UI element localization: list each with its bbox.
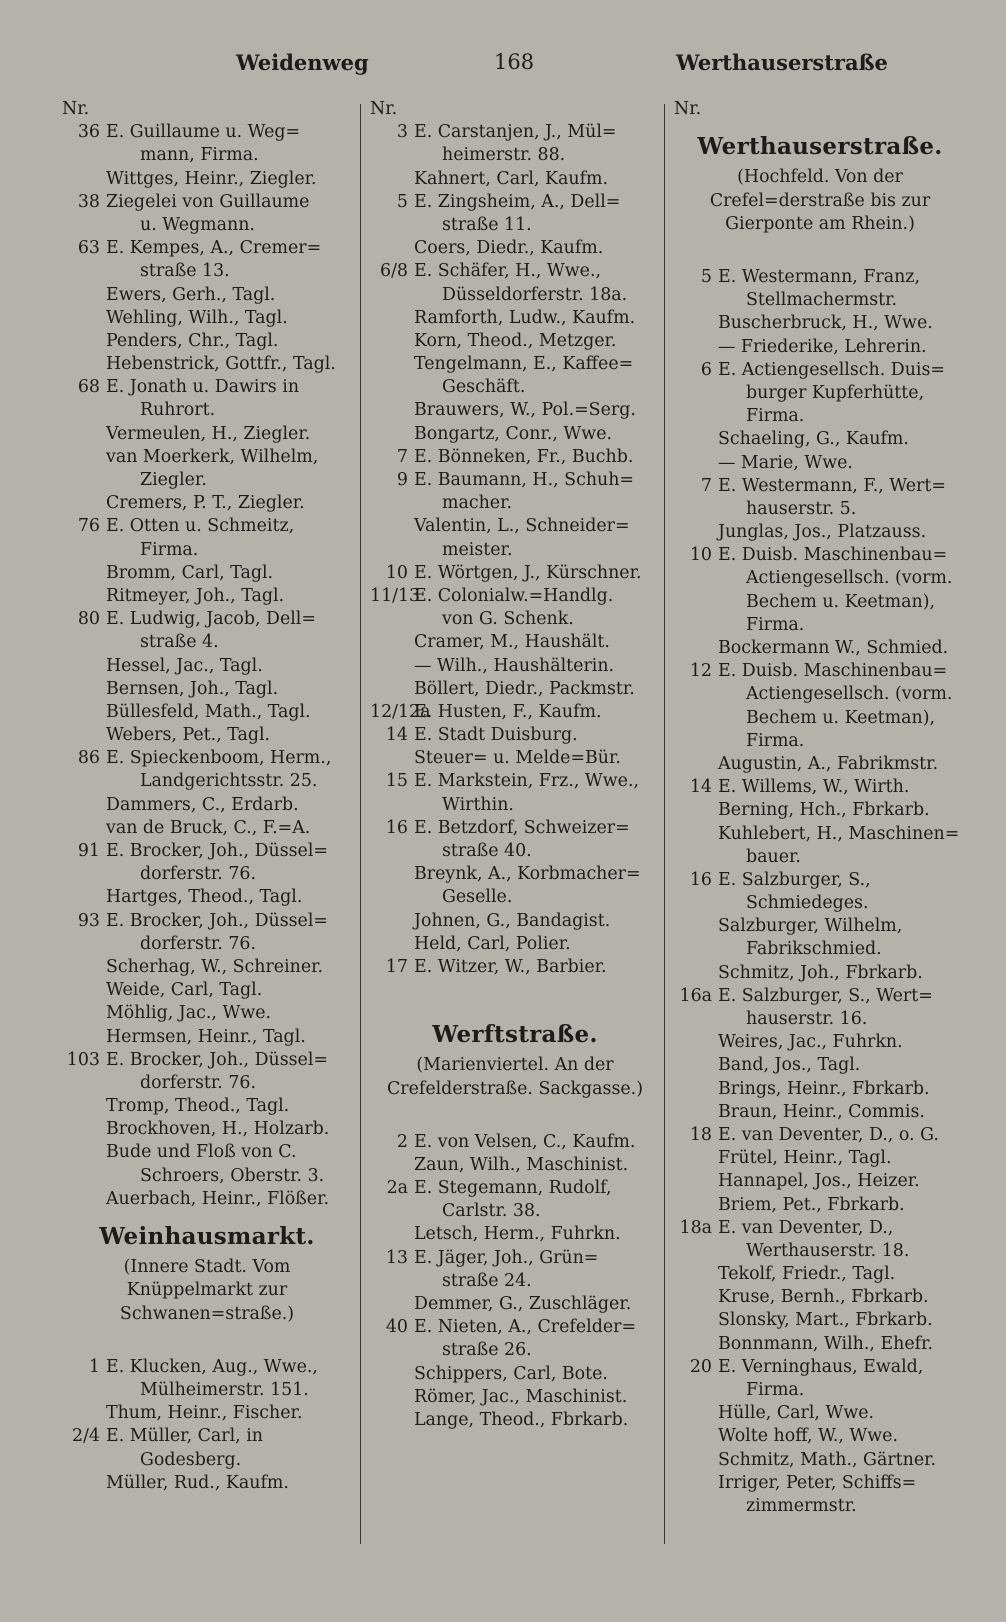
entry-text: E. Müller, Carl, in — [106, 1426, 263, 1447]
resident-entry: Letsch, Herm., Fuhrkn. — [414, 1224, 621, 1245]
house-number: 7 — [700, 475, 712, 496]
street-description: (Marienviertel. An der Crefelderstraße. Sackgasse.) — [386, 1055, 643, 1099]
entry-continuation: meister. — [442, 539, 513, 560]
number-column-label: Nr. — [370, 99, 398, 119]
house-number: 9 — [396, 470, 408, 490]
house-number: 16a — [679, 985, 712, 1006]
resident-entry: Bockermann W., Schmied. — [718, 638, 949, 658]
entry-continuation: Schmiedeges. — [746, 893, 869, 914]
page-number: 168 — [494, 50, 535, 74]
entry-text: E. Verninghaus, Ewald, — [718, 1356, 924, 1377]
entry-continuation: Firma. — [746, 406, 805, 427]
entry-continuation: straße 13. — [140, 261, 230, 282]
entry-text: Ziegelei von Guillaume — [106, 191, 310, 212]
entry-continuation: bauer. — [746, 846, 801, 867]
house-entry — [62, 191, 352, 214]
house-entry — [370, 1177, 660, 1200]
resident-entry: Schmitz, Math., Gärtner. — [718, 1449, 937, 1470]
house-entry — [62, 1049, 352, 1072]
resident-entry: Brings, Heinr., Fbrkarb. — [718, 1078, 930, 1099]
entry-text: E. Kempes, A., Cremer= — [106, 238, 322, 259]
house-number: 3 — [396, 122, 408, 143]
resident-entry: Irriger, Peter, Schiffs= — [718, 1472, 917, 1493]
house-entry — [370, 956, 660, 979]
entry-continuation: Ziegler. — [140, 470, 207, 490]
house-entry — [370, 724, 660, 747]
entry-continuation: Actiengesellsch. (vorm. — [746, 684, 953, 705]
entry-text: E. Husten, F., Kaufm. — [414, 701, 602, 722]
resident-entry: Bernsen, Joh., Tagl. — [106, 678, 279, 699]
entry-text: E. Willems, W., Wirth. — [718, 777, 910, 798]
house-entry — [674, 266, 966, 289]
house-number: 15 — [385, 771, 408, 792]
resident-entry: Webers, Pet., Tagl. — [106, 725, 271, 746]
entry-continuation: Firma. — [746, 1380, 805, 1400]
house-number: 5 — [396, 191, 408, 212]
resident-entry: Zaun, Wilh., Maschinist. — [414, 1154, 629, 1175]
resident-entry: Hartges, Theod., Tagl. — [106, 887, 303, 908]
resident-entry: Tekolf, Friedr., Tagl. — [718, 1264, 896, 1285]
resident-entry: Brockhoven, H., Holzarb. — [106, 1119, 330, 1140]
house-entry — [370, 1316, 660, 1339]
entry-continuation: Geschäft. — [442, 377, 526, 398]
entry-continuation: Werthauserstr. 18. — [746, 1240, 910, 1261]
resident-entry: Wolte hoff, W., Wwe. — [718, 1426, 898, 1447]
entry-continuation: Landgerichtsstr. 25. — [140, 771, 318, 792]
house-number: 14 — [385, 725, 408, 746]
resident-entry: Kruse, Bernh., Fbrkarb. — [718, 1287, 929, 1308]
entry-continuation: Wirthin. — [442, 794, 514, 815]
entry-continuation: u. Wegmann. — [140, 214, 255, 235]
resident-entry: Hermsen, Heinr., Tagl. — [106, 1026, 306, 1047]
resident-entry: — Friederike, Lehrerin. — [718, 336, 927, 357]
entry-text: E. Salzburger, S., — [718, 869, 871, 890]
house-number: 80 — [77, 609, 100, 630]
entry-continuation: straße 26. — [442, 1340, 532, 1361]
column-rule — [664, 104, 665, 1544]
resident-entry: Frütel, Heinr., Tagl. — [718, 1148, 892, 1169]
entry-text: E. Brocker, Joh., Düssel= — [106, 841, 328, 861]
resident-entry: Ritmeyer, Joh., Tagl. — [106, 585, 285, 606]
house-entry — [370, 770, 660, 793]
resident-entry: Ramforth, Ludw., Kaufm. — [414, 307, 636, 328]
entry-text: E. Otten u. Schmeitz, — [106, 516, 295, 537]
entry-continuation: Carlstr. 38. — [442, 1201, 541, 1222]
entry-text: E. Salzburger, S., Wert= — [718, 985, 933, 1006]
entry-text: E. Duisb. Maschinenbau= — [718, 661, 948, 682]
house-number: 2a — [386, 1178, 408, 1199]
column-3 — [674, 98, 966, 1518]
house-number: 2 — [396, 1131, 408, 1152]
resident-entry: Thum, Heinr., Fischer. — [106, 1403, 303, 1424]
entry-continuation: Bechem u. Keetman), — [746, 591, 936, 612]
resident-entry: Buscherbruck, H., Wwe. — [718, 313, 933, 334]
resident-entry: — Marie, Wwe. — [718, 452, 853, 473]
house-number: 18 — [689, 1124, 712, 1145]
house-number: 12 — [689, 661, 712, 682]
house-entry — [370, 260, 660, 283]
resident-entry: Scherhag, W., Schreiner. — [106, 956, 324, 977]
resident-entry: van de Bruck, C., F.=A. — [106, 817, 311, 838]
house-entry — [674, 985, 966, 1008]
resident-entry: Vermeulen, H., Ziegler. — [106, 423, 311, 444]
entry-text: E. Schäfer, H., Wwe., — [414, 261, 602, 282]
house-entry — [674, 776, 966, 799]
house-number: 38 — [77, 191, 100, 212]
entry-continuation: Düsseldorferstr. 18a. — [442, 284, 628, 305]
entry-text: E. Stadt Duisburg. — [414, 725, 578, 746]
column-2 — [370, 98, 660, 1432]
house-entry — [62, 376, 352, 399]
house-number: 91 — [77, 841, 100, 861]
resident-entry: Kahnert, Carl, Kaufm. — [414, 168, 609, 189]
house-number: 11/13 — [370, 585, 421, 606]
entry-continuation: von G. Schenk. — [442, 609, 574, 630]
entry-text: E. Stegemann, Rudolf, — [414, 1178, 612, 1199]
house-entry — [62, 910, 352, 933]
house-entry — [62, 840, 352, 863]
house-entry — [370, 121, 660, 144]
entry-text: E. Witzer, W., Barbier. — [414, 956, 607, 977]
house-number: 13 — [385, 1247, 408, 1268]
resident-entry: Band, Jos., Tagl. — [718, 1055, 861, 1076]
entry-text: E. Ludwig, Jacob, Dell= — [106, 609, 316, 630]
entry-continuation: dorferstr. 76. — [140, 1072, 256, 1093]
street-description: (Hochfeld. Von der Crefel=derstraße bis zur Gierponte am Rhein.) — [709, 167, 931, 234]
entry-continuation: hauserstr. 5. — [746, 498, 857, 519]
resident-entry: Junglas, Jos., Platzauss. — [718, 522, 927, 543]
resident-entry: Schippers, Carl, Bote. — [414, 1363, 608, 1384]
entry-text: E. Westermann, F., Wert= — [718, 475, 946, 496]
entry-text: E. Betzdorf, Schweizer= — [414, 817, 630, 838]
house-entry — [62, 608, 352, 631]
entry-continuation: Bechem u. Keetman), — [746, 707, 936, 728]
resident-entry: Dammers, C., Erdarb. — [106, 794, 299, 815]
entry-continuation: Firma. — [746, 614, 805, 635]
house-entry — [370, 585, 660, 608]
entry-continuation: Stellmachermstr. — [746, 290, 898, 311]
resident-entry: Wehling, Wilh., Tagl. — [106, 307, 288, 328]
resident-entry: Salzburger, Wilhelm, — [718, 916, 903, 937]
house-number: 93 — [77, 910, 100, 931]
house-number: 12/12a — [370, 701, 431, 722]
entry-continuation: hauserstr. 16. — [746, 1009, 868, 1029]
house-number: 86 — [77, 748, 100, 769]
entry-continuation: dorferstr. 76. — [140, 864, 256, 885]
house-entry — [674, 660, 966, 683]
entry-continuation: dorferstr. 76. — [140, 933, 256, 954]
resident-entry: Müller, Rud., Kaufm. — [106, 1472, 289, 1493]
house-number: 2/4 — [72, 1426, 100, 1447]
resident-entry: Schmitz, Joh., Fbrkarb. — [718, 962, 923, 983]
house-entry — [674, 359, 966, 382]
house-number: 36 — [77, 122, 100, 143]
house-entry — [674, 1217, 966, 1240]
resident-entry: Bromm, Carl, Tagl. — [106, 562, 274, 583]
house-entry — [62, 237, 352, 260]
entry-continuation: Godesberg. — [140, 1449, 242, 1470]
house-entry — [370, 469, 660, 492]
resident-entry: Cremers, P. T., Ziegler. — [106, 493, 305, 514]
resident-entry: Auerbach, Heinr., Flößer. — [106, 1188, 330, 1209]
house-number: 6/8 — [380, 261, 408, 282]
resident-entry: Steuer= u. Melde=Bür. — [414, 748, 621, 769]
house-number: 14 — [689, 777, 712, 798]
house-number: 7 — [396, 446, 408, 467]
resident-entry: Valentin, L., Schneider= — [414, 516, 630, 537]
entry-text: E. van Deventer, D., — [718, 1217, 894, 1238]
resident-entry: Böllert, Diedr., Packmstr. — [414, 678, 635, 699]
resident-entry: Breynk, A., Korbmacher= — [414, 864, 641, 885]
house-entry — [370, 562, 660, 585]
entry-text: E. von Velsen, C., Kaufm. — [414, 1131, 636, 1152]
resident-entry: Bongartz, Conr., Wwe. — [414, 423, 613, 444]
entry-text: E. Nieten, A., Crefelder= — [414, 1317, 637, 1338]
house-entry — [674, 544, 966, 567]
house-number: 40 — [385, 1317, 408, 1338]
house-entry — [370, 701, 660, 724]
entry-text: E. Markstein, Frz., Wwe., — [414, 771, 640, 792]
number-column-label: Nr. — [674, 99, 702, 119]
entry-text: E. Brocker, Joh., Düssel= — [106, 910, 328, 931]
house-entry — [62, 121, 352, 144]
street-heading: Weinhausmarkt. — [99, 1223, 315, 1250]
entry-continuation: straße 4. — [140, 632, 219, 653]
house-entry — [674, 475, 966, 498]
entry-continuation: Firma. — [746, 730, 805, 751]
entry-text: E. Guillaume u. Weg= — [106, 122, 301, 143]
column-rule — [360, 104, 361, 1544]
house-number: 10 — [689, 545, 712, 566]
resident-entry: Tromp, Theod., Tagl. — [106, 1096, 290, 1117]
running-head-left: Weidenweg — [236, 50, 369, 75]
house-number: 76 — [77, 516, 100, 537]
spacer — [370, 1101, 660, 1131]
entry-text: E. Klucken, Aug., Wwe., — [106, 1356, 318, 1377]
street-heading: Werftstraße. — [432, 1021, 598, 1049]
resident-entry: Berning, Hch., Fbrkarb. — [718, 800, 930, 821]
house-number: 6 — [700, 359, 712, 380]
entry-text: E. Colonialw.=Handlg. — [414, 585, 614, 606]
house-number: 103 — [66, 1049, 100, 1070]
resident-entry: van Moerkerk, Wilhelm, — [106, 446, 319, 467]
entry-continuation: Actiengesellsch. (vorm. — [746, 568, 953, 589]
house-entry — [370, 817, 660, 840]
entry-continuation: Geselle. — [442, 887, 513, 908]
resident-entry: Demmer, G., Zuschläger. — [414, 1294, 632, 1315]
spacer — [62, 1326, 352, 1356]
house-number: 10 — [385, 562, 408, 583]
entry-text: E. Duisb. Maschinenbau= — [718, 545, 948, 566]
resident-entry: Römer, Jac., Maschinist. — [414, 1386, 628, 1407]
house-entry — [62, 1356, 352, 1379]
entry-text: E. Actiengesellsch. Duis= — [718, 359, 945, 380]
house-entry — [370, 1131, 660, 1154]
spacer — [674, 236, 966, 266]
entry-continuation: Firma. — [140, 539, 199, 560]
house-entry — [674, 1124, 966, 1147]
entry-text: E. Spieckenboom, Herm., — [106, 748, 332, 769]
entry-text: E. Wörtgen, J., Kürschner. — [414, 562, 642, 583]
house-number: 1 — [88, 1356, 100, 1377]
column-1 — [62, 98, 352, 1495]
resident-entry: Coers, Diedr., Kaufm. — [414, 238, 604, 259]
entry-continuation: Ruhrort. — [140, 400, 216, 421]
entry-text: E. Baumann, H., Schuh= — [414, 470, 634, 490]
house-number: 16 — [689, 869, 712, 890]
house-number: 5 — [700, 267, 712, 287]
resident-entry: — Wilh., Haushälterin. — [414, 655, 615, 676]
resident-entry: Hülle, Carl, Wwe. — [718, 1403, 875, 1424]
house-entry — [62, 515, 352, 538]
entry-text: E. Bönneken, Fr., Buchb. — [414, 446, 634, 467]
entry-text: E. Zingsheim, A., Dell= — [414, 191, 621, 212]
resident-entry: Weires, Jac., Fuhrkn. — [718, 1032, 903, 1053]
resident-entry: Schaeling, G., Kaufm. — [718, 429, 909, 450]
running-head-right: Werthauserstraße — [676, 50, 888, 75]
entry-continuation: zimmermstr. — [746, 1495, 857, 1516]
resident-entry: Hannapel, Jos., Heizer. — [718, 1171, 920, 1192]
entry-continuation: macher. — [442, 493, 513, 514]
resident-entry: Johnen, G., Bandagist. — [414, 910, 611, 931]
resident-entry: Weide, Carl, Tagl. — [106, 980, 263, 1001]
resident-entry: Möhlig, Jac., Wwe. — [106, 1003, 272, 1024]
entry-text: E. Jonath u. Dawirs in — [106, 377, 300, 398]
resident-entry: Slonsky, Mart., Fbrkarb. — [718, 1310, 933, 1331]
entry-continuation: Mülheimerstr. 151. — [140, 1380, 309, 1400]
resident-entry: Wittges, Heinr., Ziegler. — [106, 168, 317, 189]
resident-entry: Held, Carl, Polier. — [414, 933, 571, 954]
house-number: 63 — [77, 238, 100, 259]
entry-continuation: heimerstr. 88. — [442, 145, 566, 166]
resident-entry: Hessel, Jac., Tagl. — [106, 655, 263, 676]
house-number: 18a — [679, 1217, 712, 1238]
street-description: (Innere Stadt. Vom Knüppelmarkt zur Schwanen=straße.) — [119, 1257, 295, 1324]
resident-entry: Korn, Theod., Metzger. — [414, 330, 617, 351]
resident-entry: Bude und Floß von C. — [106, 1142, 297, 1163]
entry-text: E. Brocker, Joh., Düssel= — [106, 1049, 328, 1070]
resident-entry: Penders, Chr., Tagl. — [106, 330, 279, 351]
entry-continuation: straße 40. — [442, 841, 532, 861]
resident-entry: Brauwers, W., Pol.=Serg. — [414, 400, 636, 421]
entry-continuation: straße 11. — [442, 214, 532, 235]
house-entry — [674, 1356, 966, 1379]
resident-entry: Tengelmann, E., Kaffee= — [414, 354, 634, 375]
resident-entry: Lange, Theod., Fbrkarb. — [414, 1409, 629, 1430]
entry-text: E. Carstanjen, J., Mül= — [414, 122, 617, 143]
resident-entry: Ewers, Gerh., Tagl. — [106, 284, 276, 305]
resident-entry: Bonnmann, Wilh., Ehefr. — [718, 1333, 933, 1354]
entry-text: E. Westermann, Franz, — [718, 267, 920, 287]
house-entry — [370, 191, 660, 214]
resident-entry: Briem, Pet., Fbrkarb. — [718, 1194, 905, 1215]
house-number: 68 — [77, 377, 100, 398]
spacer — [370, 979, 660, 1009]
resident-entry: Augustin, A., Fabrikmstr. — [718, 753, 939, 774]
house-entry — [370, 446, 660, 469]
entry-continuation: Schroers, Oberstr. 3. — [140, 1165, 325, 1186]
entry-text: E. Jäger, Joh., Grün= — [414, 1247, 599, 1268]
house-number: 20 — [689, 1356, 712, 1377]
house-entry — [370, 1247, 660, 1270]
resident-entry: Hebenstrick, Gottfr., Tagl. — [106, 354, 336, 375]
entry-continuation: mann, Firma. — [140, 145, 259, 166]
entry-text: E. van Deventer, D., o. G. — [718, 1124, 939, 1145]
resident-entry: Braun, Heinr., Commis. — [718, 1101, 925, 1122]
resident-entry: Cramer, M., Haushält. — [414, 632, 610, 653]
resident-entry: Büllesfeld, Math., Tagl. — [106, 701, 311, 722]
house-number: 17 — [385, 956, 408, 977]
house-entry — [62, 1425, 352, 1448]
entry-continuation: burger Kupferhütte, — [746, 382, 925, 403]
number-column-label: Nr. — [62, 99, 90, 119]
entry-continuation: Fabrikschmied. — [746, 939, 882, 960]
house-entry — [674, 869, 966, 892]
street-heading: Werthauserstraße. — [697, 133, 943, 161]
entry-continuation: straße 24. — [442, 1270, 532, 1291]
house-entry — [62, 747, 352, 770]
house-number: 16 — [385, 817, 408, 838]
resident-entry: Kuhlebert, H., Maschinen= — [718, 823, 960, 844]
